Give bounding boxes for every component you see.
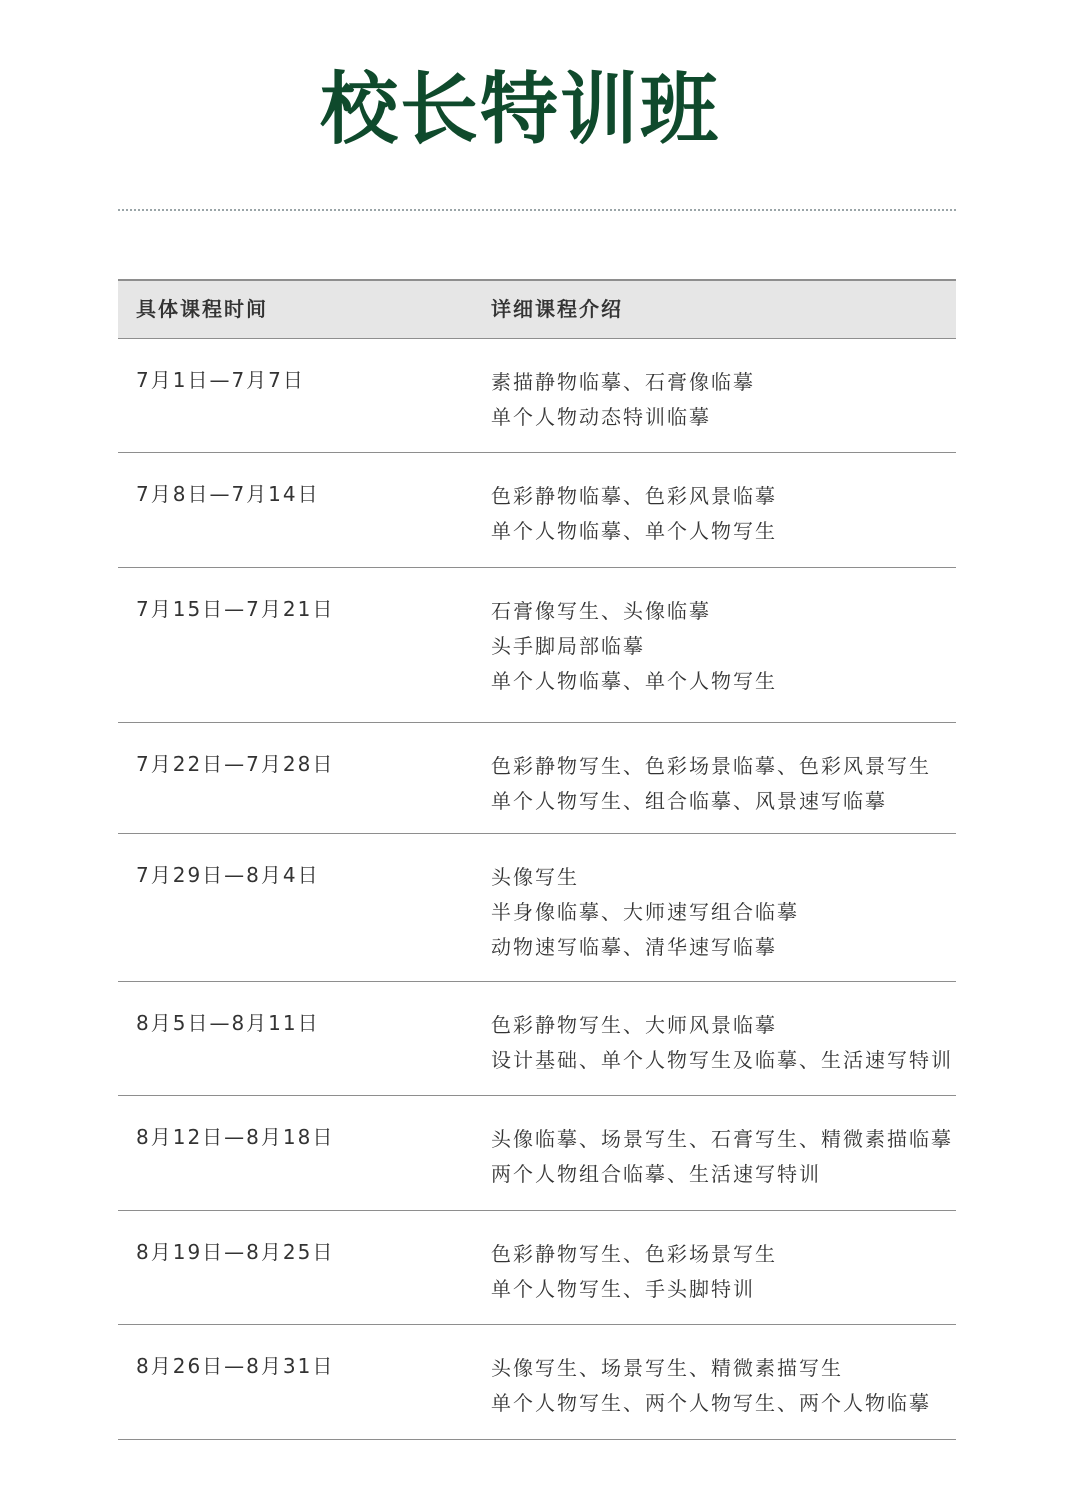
table-row xyxy=(118,1325,956,1440)
schedule-table xyxy=(118,279,956,1440)
row-description xyxy=(491,1237,777,1307)
row-date: 7月8日—7月14日 xyxy=(136,482,320,506)
description-line: 单个人物临摹、单个人物写生 xyxy=(491,519,777,543)
row-date: 7月1日—7月7日 xyxy=(136,368,305,392)
description-line: 头像写生 xyxy=(491,865,579,889)
table-row xyxy=(118,834,956,982)
row-date: 7月29日—8月4日 xyxy=(136,863,320,887)
description-line: 色彩静物写生、色彩场景写生 xyxy=(491,1242,777,1266)
row-description xyxy=(491,1008,953,1078)
row-date: 8月19日—8月25日 xyxy=(136,1240,335,1264)
table-header xyxy=(118,279,956,339)
table-row xyxy=(118,723,956,834)
table-row xyxy=(118,1096,956,1211)
description-line: 两个人物组合临摹、生活速写特训 xyxy=(491,1162,821,1186)
description-line: 色彩静物临摹、色彩风景临摹 xyxy=(491,484,777,508)
row-date: 8月26日—8月31日 xyxy=(136,1354,335,1378)
description-line: 设计基础、单个人物写生及临摹、生活速写特训 xyxy=(491,1048,953,1072)
table-row xyxy=(118,982,956,1096)
description-line: 单个人物动态特训临摹 xyxy=(491,405,711,429)
description-line: 素描静物临摹、石膏像临摹 xyxy=(491,370,755,394)
description-line: 头像临摹、场景写生、石膏写生、精微素描临摹 xyxy=(491,1127,953,1151)
row-date: 8月5日—8月11日 xyxy=(136,1011,320,1035)
description-line: 单个人物写生、组合临摹、风景速写临摹 xyxy=(491,789,887,813)
table-row xyxy=(118,568,956,723)
description-line: 动物速写临摹、清华速写临摹 xyxy=(491,935,777,959)
row-description xyxy=(491,1351,931,1421)
description-line: 色彩静物写生、色彩场景临摹、色彩风景写生 xyxy=(491,754,931,778)
description-line: 石膏像写生、头像临摹 xyxy=(491,599,711,623)
row-description xyxy=(491,594,777,699)
row-date: 7月15日—7月21日 xyxy=(136,597,335,621)
row-date: 8月12日—8月18日 xyxy=(136,1125,335,1149)
table-row xyxy=(118,1211,956,1325)
description-line: 单个人物写生、手头脚特训 xyxy=(491,1277,755,1301)
row-description xyxy=(491,1122,953,1192)
row-description xyxy=(491,749,931,819)
header-date: 具体课程时间 xyxy=(136,297,268,321)
header-description: 详细课程介绍 xyxy=(491,297,623,321)
row-description xyxy=(491,479,777,549)
row-description xyxy=(491,365,755,435)
row-date: 7月22日—7月28日 xyxy=(136,752,335,776)
dotted-divider xyxy=(118,209,956,211)
description-line: 单个人物临摹、单个人物写生 xyxy=(491,669,777,693)
description-line: 半身像临摹、大师速写组合临摹 xyxy=(491,900,799,924)
description-line: 头手脚局部临摹 xyxy=(491,634,645,658)
table-row xyxy=(118,339,956,453)
description-line: 头像写生、场景写生、精微素描写生 xyxy=(491,1356,843,1380)
table-row xyxy=(118,453,956,568)
page-title: 校长特训班 xyxy=(319,65,720,155)
row-description xyxy=(491,860,799,965)
description-line: 单个人物写生、两个人物写生、两个人物临摹 xyxy=(491,1391,931,1415)
description-line: 色彩静物写生、大师风景临摹 xyxy=(491,1013,777,1037)
